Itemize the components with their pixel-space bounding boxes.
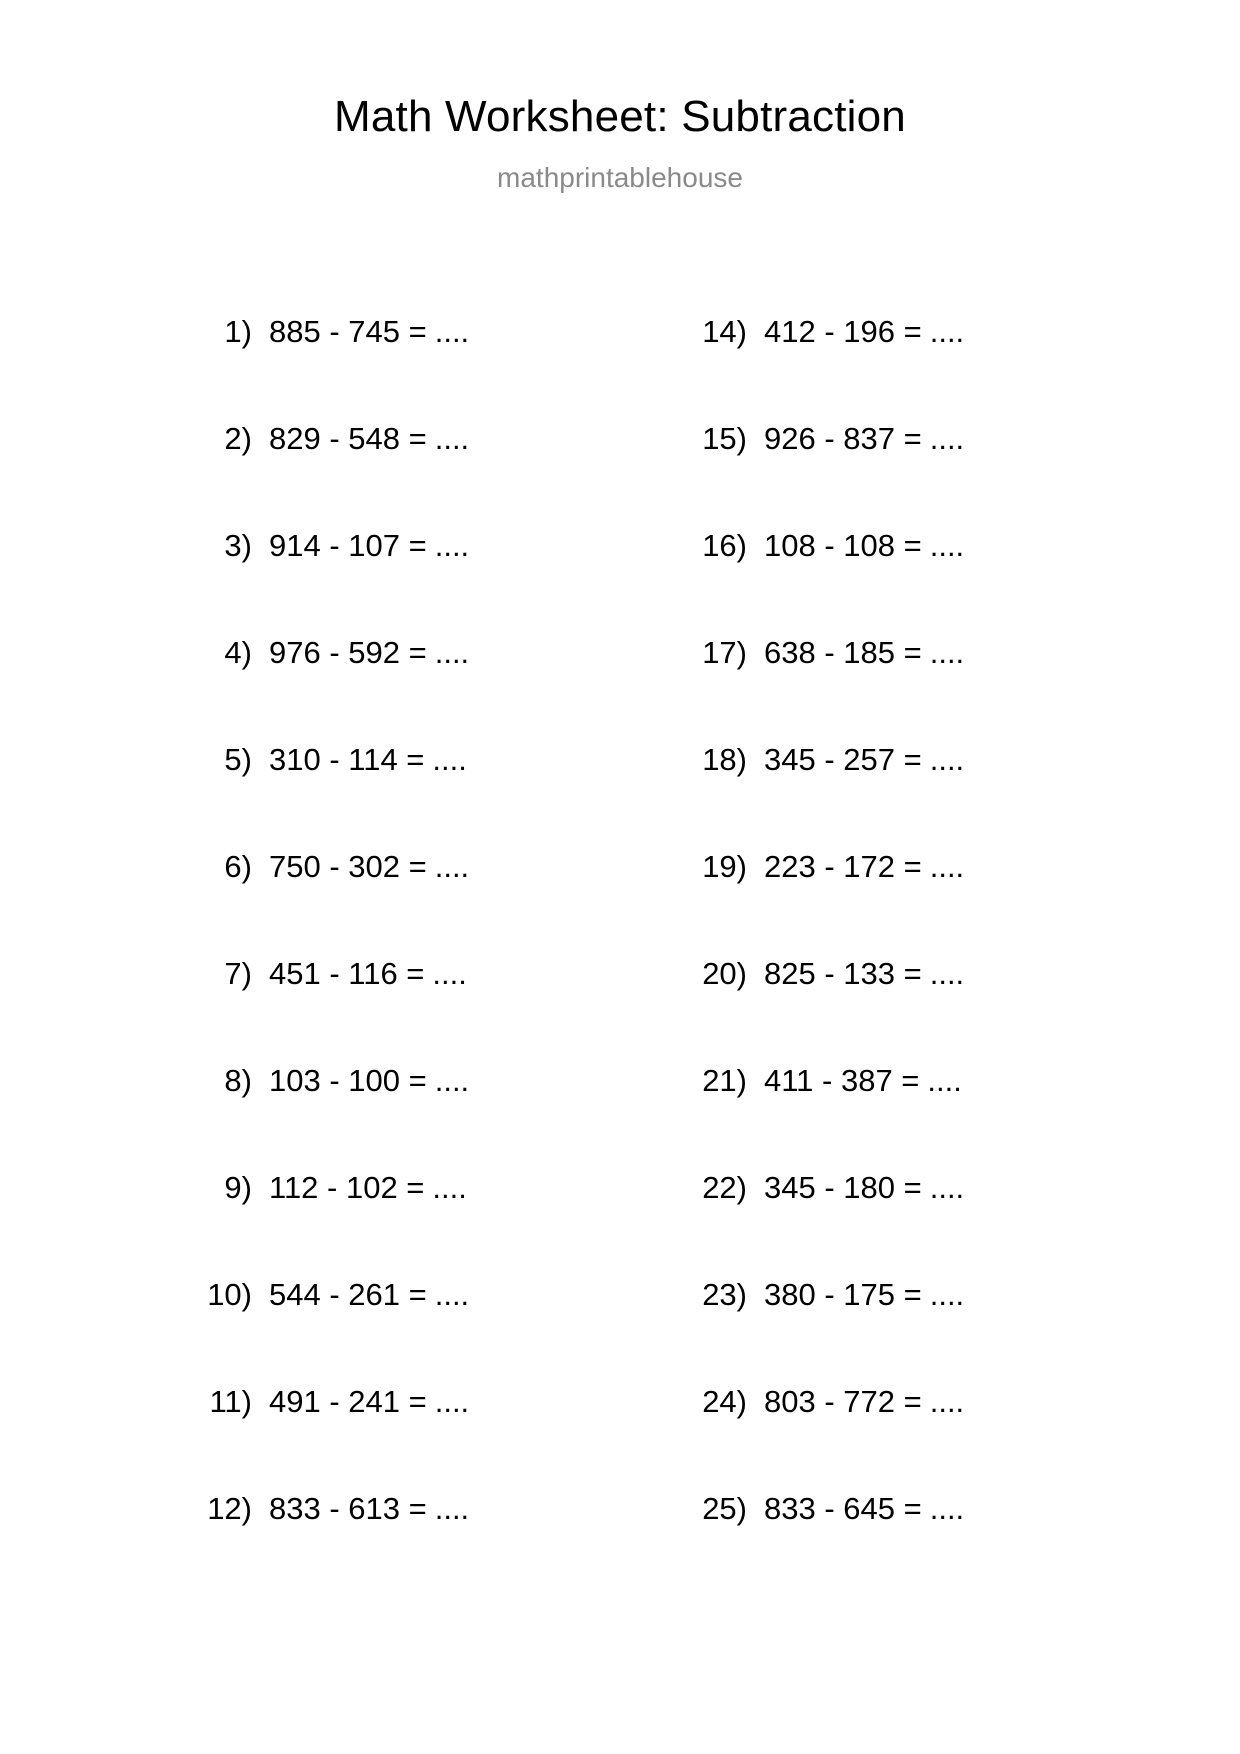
- page-title: Math Worksheet: Subtraction: [334, 92, 906, 141]
- problem-row: [620, 1027, 1180, 1134]
- problem-expression: 833 - 645 =: [764, 1491, 922, 1526]
- problem-row: [620, 385, 1180, 492]
- answer-blank[interactable]: ....: [929, 849, 965, 884]
- page-subtitle: mathprintablehouse: [497, 162, 743, 193]
- problem-index: 1): [224, 314, 252, 349]
- answer-blank[interactable]: ....: [434, 421, 470, 456]
- problem-row: [60, 920, 620, 1027]
- problem-expression: 750 - 302 =: [269, 849, 427, 884]
- problem-index: 25): [702, 1491, 747, 1526]
- problem-index: 18): [702, 742, 747, 777]
- answer-blank[interactable]: ....: [434, 1277, 470, 1312]
- problem-expression: 833 - 613 =: [269, 1491, 427, 1526]
- answer-blank[interactable]: ....: [434, 314, 470, 349]
- problem-index: 4): [224, 635, 252, 670]
- problem-expression: 103 - 100 =: [269, 1063, 427, 1098]
- problem-row: [620, 1241, 1180, 1348]
- problem-row: [620, 813, 1180, 920]
- problem-grid: [0, 278, 1240, 1562]
- right-column: [620, 278, 1180, 1562]
- problem-expression: 825 - 133 =: [764, 956, 922, 991]
- answer-blank[interactable]: ....: [929, 1277, 965, 1312]
- problem-expression: 803 - 772 =: [764, 1384, 922, 1419]
- answer-blank[interactable]: ....: [432, 956, 467, 991]
- problem-expression: 914 - 107 =: [269, 528, 427, 563]
- answer-blank[interactable]: ....: [929, 421, 965, 456]
- problem-row: [60, 278, 620, 385]
- problem-index: 10): [207, 1277, 252, 1312]
- problem-row: [620, 1348, 1180, 1455]
- answer-blank[interactable]: ....: [929, 742, 965, 777]
- problem-row: [620, 706, 1180, 813]
- problem-expression: 380 - 175 =: [764, 1277, 922, 1312]
- problem-row: [620, 278, 1180, 385]
- problem-index: 7): [224, 956, 252, 991]
- problem-row: [60, 385, 620, 492]
- problem-index: 9): [224, 1170, 252, 1205]
- problem-expression: 345 - 180 =: [764, 1170, 922, 1205]
- problem-row: [60, 1241, 620, 1348]
- problem-index: 6): [224, 849, 252, 884]
- answer-blank[interactable]: ....: [434, 1063, 470, 1098]
- answer-blank[interactable]: ....: [927, 1063, 962, 1098]
- problem-row: [620, 920, 1180, 1027]
- problem-row: [60, 492, 620, 599]
- problem-expression: 310 - 114 =: [269, 742, 425, 777]
- problem-expression: 544 - 261 =: [269, 1277, 427, 1312]
- problem-row: [620, 599, 1180, 706]
- problem-expression: 451 - 116 =: [269, 956, 425, 991]
- problem-index: 8): [224, 1063, 252, 1098]
- problem-row: [60, 813, 620, 920]
- problem-index: 15): [702, 421, 747, 456]
- problem-expression: 112 - 102 =: [269, 1170, 425, 1205]
- problem-index: 14): [702, 314, 747, 349]
- problem-row: [620, 1455, 1180, 1562]
- problem-index: 2): [224, 421, 252, 456]
- answer-blank[interactable]: ....: [929, 956, 965, 991]
- problem-expression: 411 - 387 =: [764, 1063, 920, 1098]
- answer-blank[interactable]: ....: [929, 314, 965, 349]
- answer-blank[interactable]: ....: [434, 849, 470, 884]
- problem-expression: 829 - 548 =: [269, 421, 427, 456]
- answer-blank[interactable]: ....: [929, 528, 965, 563]
- problem-row: [60, 1134, 620, 1241]
- problem-expression: 885 - 745 =: [269, 314, 427, 349]
- problem-expression: 976 - 592 =: [269, 635, 427, 670]
- problem-row: [620, 1134, 1180, 1241]
- problem-expression: 223 - 172 =: [764, 849, 922, 884]
- left-column: [60, 278, 620, 1562]
- problem-index: 19): [702, 849, 747, 884]
- problem-index: 11): [209, 1384, 252, 1419]
- problem-expression: 926 - 837 =: [764, 421, 922, 456]
- answer-blank[interactable]: ....: [434, 635, 470, 670]
- answer-blank[interactable]: ....: [434, 528, 470, 563]
- problem-index: 22): [702, 1170, 747, 1205]
- problem-index: 24): [702, 1384, 747, 1419]
- problem-expression: 345 - 257 =: [764, 742, 922, 777]
- answer-blank[interactable]: ....: [929, 1384, 965, 1419]
- problem-row: [60, 1455, 620, 1562]
- problem-row: [620, 492, 1180, 599]
- answer-blank[interactable]: ....: [929, 1491, 965, 1526]
- problem-expression: 638 - 185 =: [764, 635, 922, 670]
- problem-index: 23): [702, 1277, 747, 1312]
- problem-index: 20): [702, 956, 747, 991]
- answer-blank[interactable]: ....: [434, 1384, 470, 1419]
- problem-row: [60, 1027, 620, 1134]
- problem-index: 3): [224, 528, 252, 563]
- problem-index: 16): [702, 528, 747, 563]
- answer-blank[interactable]: ....: [434, 1491, 470, 1526]
- answer-blank[interactable]: ....: [929, 1170, 965, 1205]
- problem-row: [60, 706, 620, 813]
- answer-blank[interactable]: ....: [432, 1170, 467, 1205]
- problem-row: [60, 1348, 620, 1455]
- problem-expression: 412 - 196 =: [764, 314, 922, 349]
- problem-expression: 108 - 108 =: [764, 528, 922, 563]
- problem-index: 21): [702, 1063, 747, 1098]
- answer-blank[interactable]: ....: [929, 635, 965, 670]
- problem-expression: 491 - 241 =: [269, 1384, 427, 1419]
- problem-index: 17): [702, 635, 747, 670]
- problem-row: [60, 599, 620, 706]
- answer-blank[interactable]: ....: [432, 742, 467, 777]
- problem-index: 12): [207, 1491, 252, 1526]
- problem-index: 5): [224, 742, 252, 777]
